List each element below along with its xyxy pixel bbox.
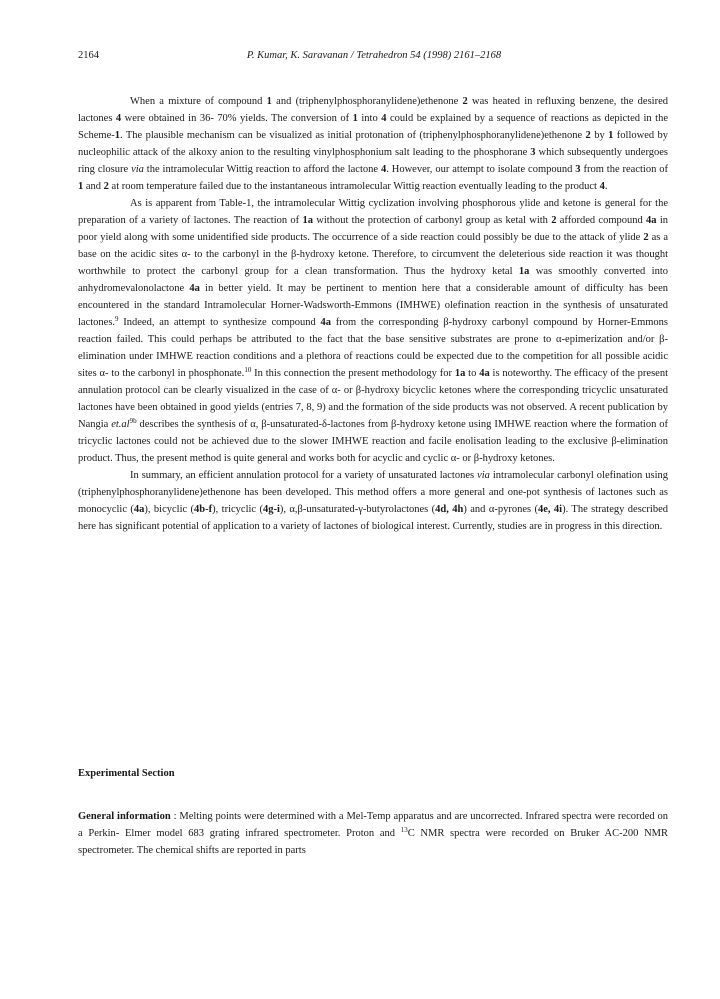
compound-ref: 2 <box>585 130 591 141</box>
text-run: . <box>604 181 608 192</box>
text-run: ), bicyclic ( <box>144 504 195 515</box>
compound-ref: 4g-i <box>262 504 280 515</box>
text-run: was heated in refluxing benzene, the desired lactones <box>78 96 668 124</box>
text-run: was smoothly converted into anhydromevalonolactone <box>78 266 668 294</box>
text-run: As is apparent from Table-1, the intramolecular Wittig cyclization involving phosphorous ylide and ketone is general for the preparation of a variety of lactones. The reaction of <box>78 198 668 226</box>
compound-ref: 4a <box>189 283 200 294</box>
compound-ref: 4a <box>646 215 657 226</box>
text-run: In summary, an efficient annulation protocol for a variety of unsaturated lactones <box>130 470 478 481</box>
text-run: When a mixture of compound <box>130 96 267 107</box>
text-run: and <box>83 181 104 192</box>
compound-ref: 4d, 4h <box>435 504 464 515</box>
italic-term: via <box>131 164 144 175</box>
text-run: Indeed, an attempt to synthesize compound <box>118 317 321 328</box>
article-body <box>78 93 668 535</box>
run-in-heading: General information <box>78 811 171 822</box>
compound-ref: 2 <box>643 232 649 243</box>
compound-ref: 4a <box>479 368 490 379</box>
paragraph-general-information <box>78 808 668 859</box>
compound-ref: 1a <box>518 266 530 277</box>
paragraph-mechanism <box>78 93 668 195</box>
isotope-superscript: 13 <box>400 826 408 834</box>
text-run: without the protection of carbonyl group as ketal with <box>312 215 552 226</box>
citation-superscript: 9 <box>115 315 119 323</box>
compound-ref: 2 <box>462 96 468 107</box>
text-run: which subsequently undergoes ring closure <box>78 147 669 175</box>
text-run: C NMR spectra were recorded on Bruker AC-200 NMR spectrometer. The chemical shifts are reported in parts <box>78 828 668 856</box>
compound-ref: 3 <box>575 164 581 175</box>
compound-ref: 1 <box>608 130 614 141</box>
page-header <box>78 50 670 68</box>
compound-ref: 1a <box>454 368 466 379</box>
compound-ref: 4a <box>133 504 145 515</box>
text-run: : Melting points were determined with a Mel-Temp apparatus and are uncorrected. Infrared spectra were recorded on a Perkin- Elmer model 683 grating infrared spectrometer. Proton and <box>78 811 669 839</box>
text-run: is noteworthy. The efficacy of the present annulation protocol can be clearly visualized in the case of α- or β-hydroxy bicyclic ketones where the corresponding tricyclic unsaturated lactones have been obtained in good yields (entries 7, 8, 9) and the formation of the side products was not observed. A recent publication by Nangia <box>78 368 668 430</box>
experimental-body <box>78 808 668 859</box>
text-run: describes the synthesis of α, β-unsaturated-δ-lactones from β-hydroxy ketone using IMHWE reaction where the formation of tricyclic lactones could not be achieved due to the slower IMHWE reaction and facile enolisation leading to the exclusive β-elimination product. Thus, the present method is quite general and works both for acyclic and cyclic α- or β-hydroxy ketones. <box>78 419 668 464</box>
text-run: the intramolecular Wittig reaction to afford the lactone <box>143 164 381 175</box>
text-run: by <box>590 130 609 141</box>
text-run: ), tricyclic ( <box>212 504 263 515</box>
text-run: intramolecular carbonyl olefination using (triphenylphosphoranylidene)ethenone has been developed. This method offers a more general and one-pot synthesis of lactones such as monocyclic ( <box>78 470 668 515</box>
text-run: ) and α-pyrones ( <box>463 504 538 515</box>
text-run: into <box>357 113 382 124</box>
compound-ref: 4 <box>599 181 605 192</box>
page-number: 2164 <box>78 50 99 61</box>
compound-ref: 4a <box>320 317 332 328</box>
text-run: ). The strategy described here has significant potential of application to a variety of lactones of biological interest. Currently, studies are in progress in this direction. <box>78 504 669 532</box>
compound-ref: 1 <box>352 113 358 124</box>
text-run: . The plausible mechanism can be visualized as initial protonation of (triphenylphosphoranylidene)ethenone <box>120 130 586 141</box>
text-run: In this connection the present methodology for <box>251 368 455 379</box>
paragraph-scope <box>78 195 668 467</box>
scheme-ref: 1 <box>114 130 120 141</box>
text-run: from the reaction of <box>580 164 668 175</box>
compound-ref: 4b-f <box>194 504 213 515</box>
text-run: to <box>465 368 480 379</box>
compound-ref: 4 <box>381 113 387 124</box>
compound-ref: 4 <box>380 164 387 175</box>
text-run: from the corresponding β-hydroxy carbonyl compound by Horner-Emmons reaction failed. This could perhaps be attributed to the fact that the base sensitive substrates are prone to α-epimerization and/or β-elimination under IMHWE reaction conditions and a plethora of reactions could be expected due to the competition for all possible acidic sites α- to the carbonyl in phosphonate. <box>78 317 668 379</box>
text-run: at room temperature failed due to the instantaneous intramolecular Wittig reaction eventually leading to the product <box>108 181 600 192</box>
compound-ref: 1a <box>302 215 313 226</box>
text-run: ), α,β-unsaturated-γ-butyrolactones ( <box>279 504 436 515</box>
compound-ref: 4e, 4i <box>537 504 563 515</box>
compound-ref: 1 <box>78 181 84 192</box>
section-heading-experimental: Experimental Section <box>78 768 175 779</box>
text-run: as a base on the acidic sites α- to the carbonyl in the β-hydroxy ketone. Therefore, to circumvent the deleterious side reaction it was thought worthwhile to protect the carbonyl group for a clean transformation. Thus the hydroxy ketal <box>78 232 668 277</box>
citation-superscript: 9b <box>129 417 137 425</box>
compound-ref: 3 <box>530 147 536 158</box>
text-run: were obtained in 36- 70% yields. The conversion of <box>121 113 353 124</box>
text-run: . However, our attempt to isolate compound <box>386 164 576 175</box>
text-run: followed by nucleophilic attack of the alkoxy anion to the resulting vinylphosphonium salt leading to the phosphorane <box>78 130 669 158</box>
compound-ref: 4 <box>115 113 122 124</box>
text-run: and (triphenylphosphoranylidene)ethenone <box>271 96 463 107</box>
citation-superscript: 10 <box>244 366 252 374</box>
text-run: in poor yield along with some unidentified side products. The occurrence of a side reaction could possibly be due to the attack of ylide <box>78 215 669 243</box>
text-run: afforded compound <box>556 215 647 226</box>
italic-term: et.al <box>111 419 130 430</box>
paragraph-summary <box>78 467 668 535</box>
text-run: could be explained by a sequence of reactions as depicted in the Scheme- <box>78 113 668 141</box>
text-run: in better yield. It may be pertinent to mention here that a considerable amount of difficulty has been encountered in the standard Intramolecular Horner-Wadsworth-Emmons (IMHWE) olefination reaction in the synthesis of unsaturated lactones. <box>78 283 668 328</box>
running-head: P. Kumar, K. Saravanan / Tetrahedron 54 (1998) 2161–2168 <box>246 50 502 61</box>
compound-ref: 2 <box>551 215 557 226</box>
compound-ref: 1 <box>266 96 272 107</box>
italic-term: via <box>477 470 490 481</box>
compound-ref: 2 <box>103 181 109 192</box>
